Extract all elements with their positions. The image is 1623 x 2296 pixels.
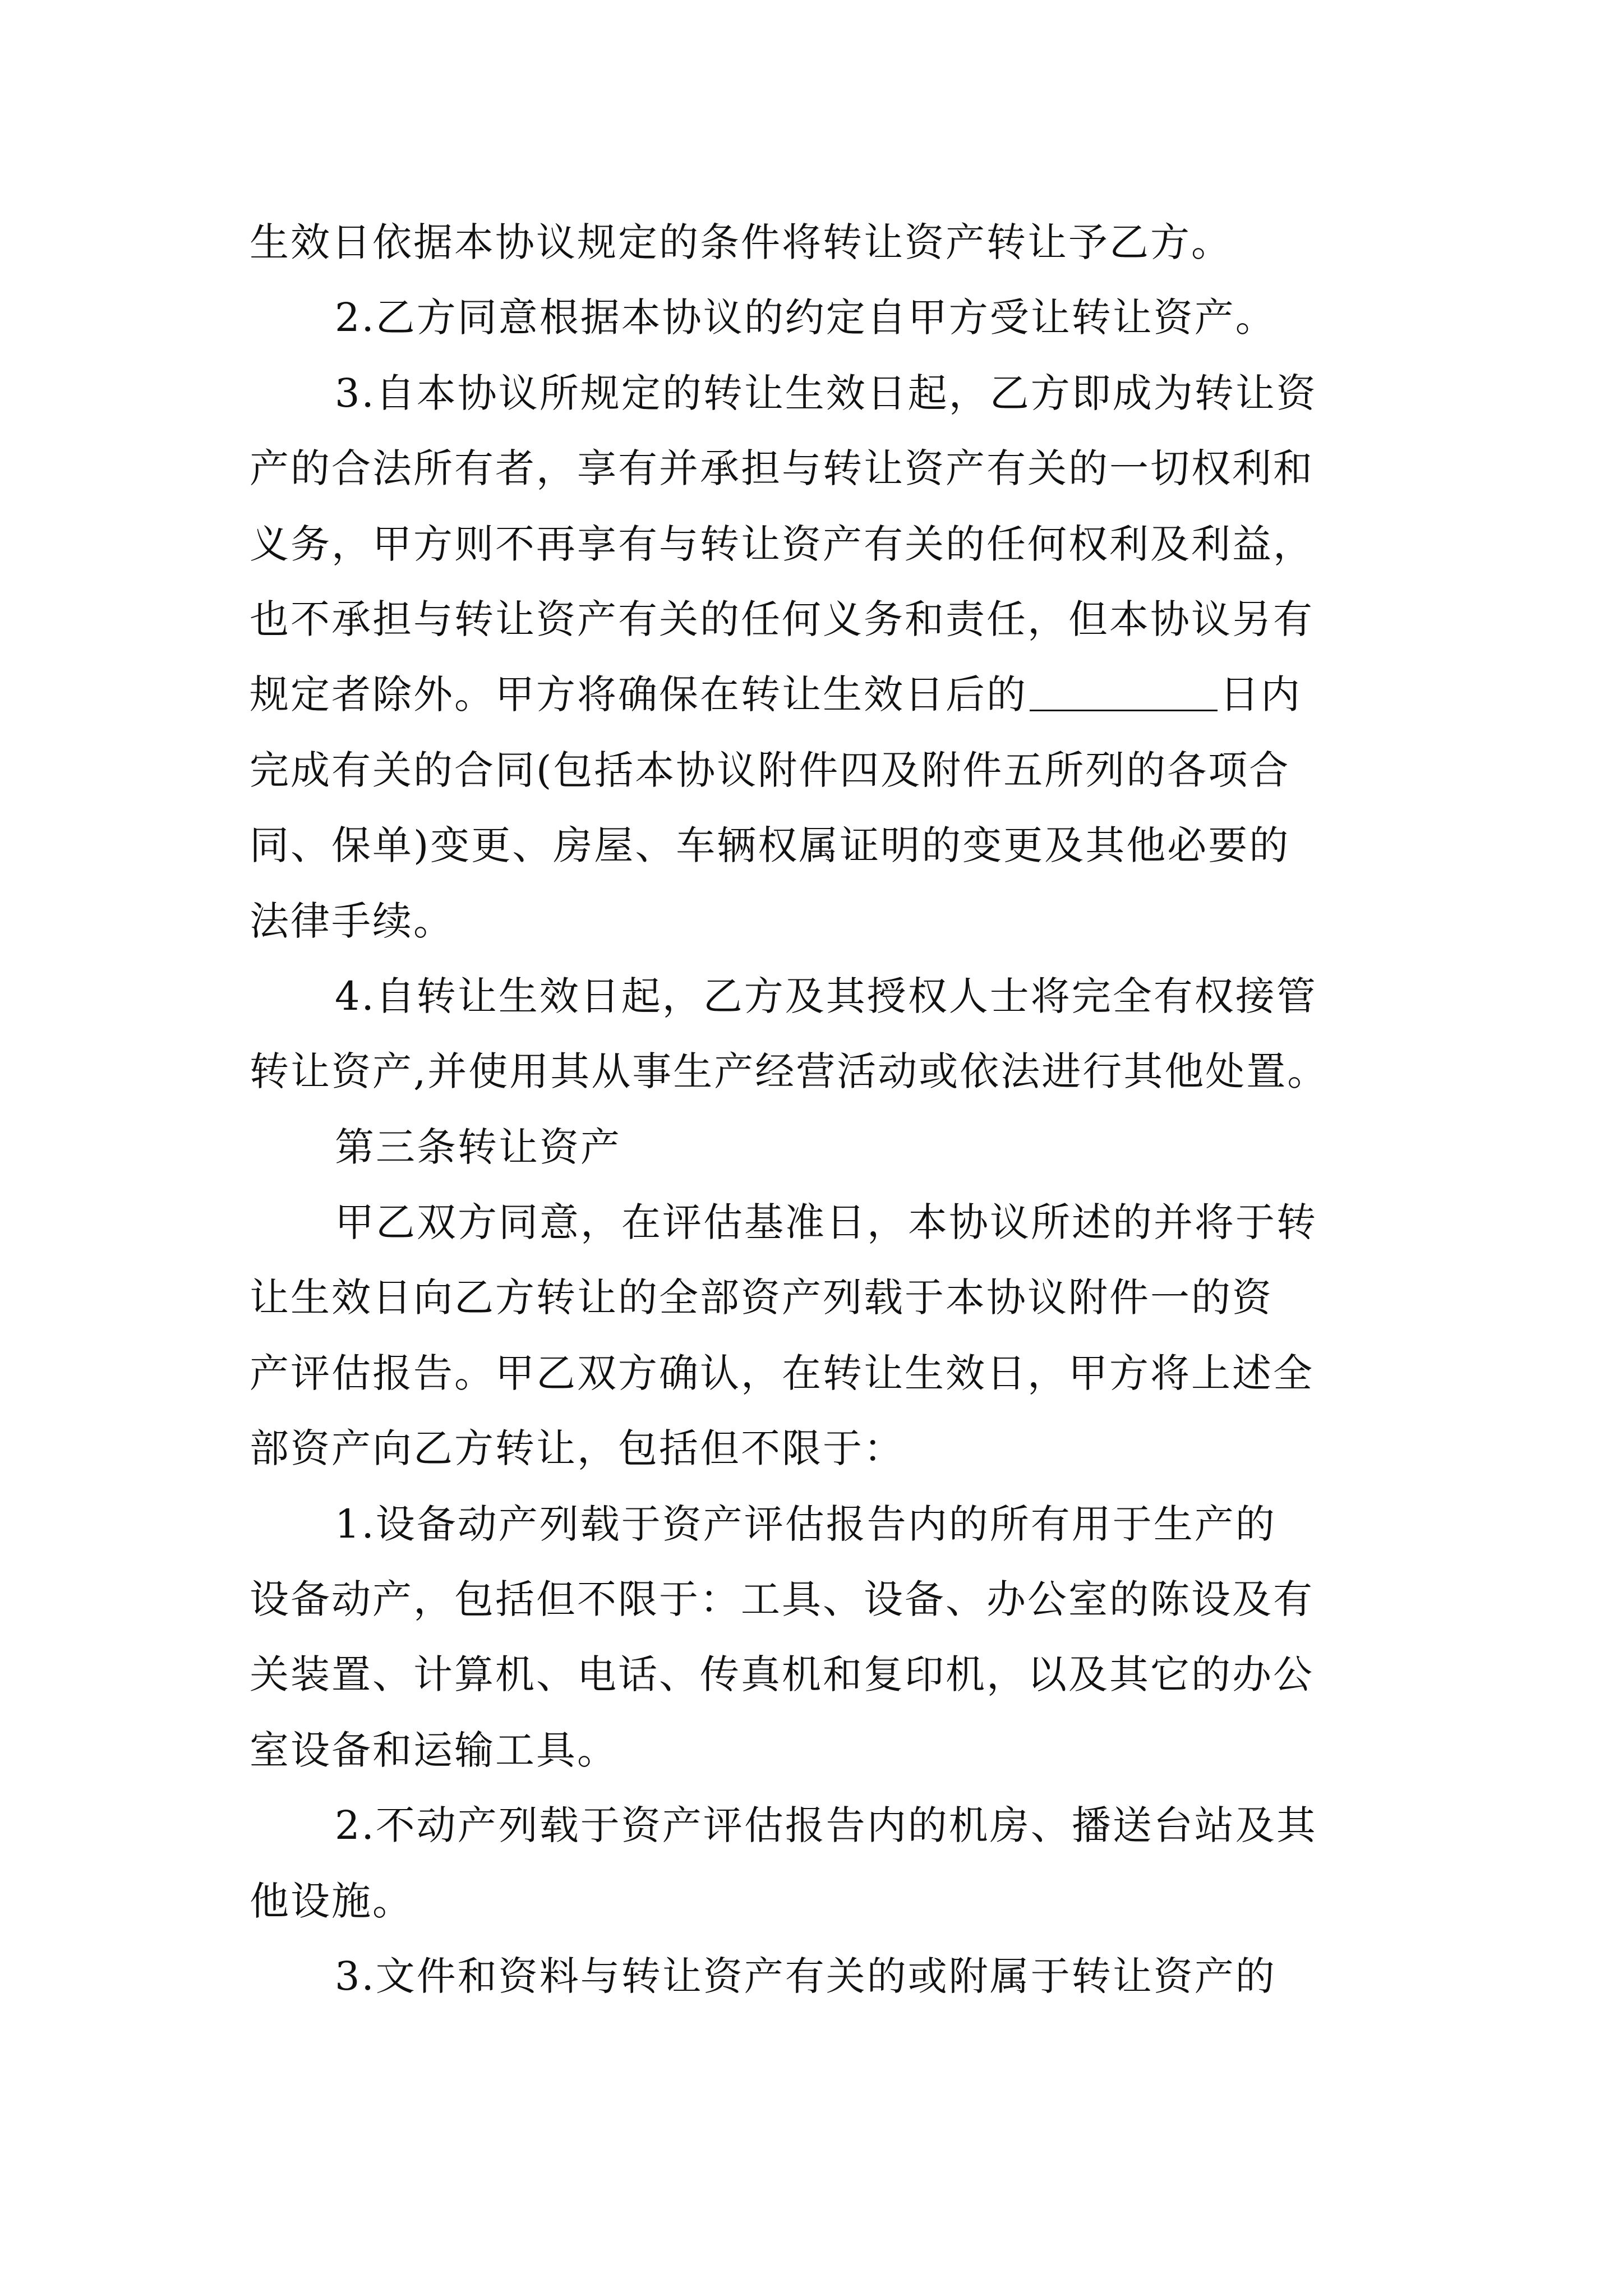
paragraph-line: 让生效日向乙方转让的全部资产列载于本协议附件一的资 (250, 1274, 1273, 1321)
paragraph-line: 法律手续。 (250, 898, 454, 944)
paragraph-line: 义务，甲方则不再享有与转让资产有关的任何权利及利益， (250, 521, 1314, 567)
paragraph-line: 甲乙双方同意，在评估基准日，本协议所述的并将于转 (335, 1199, 1317, 1246)
paragraph-line: 关装置、计算机、电话、传真机和复印机，以及其它的办公 (250, 1651, 1314, 1698)
paragraph-line: 同、保单)变更、房屋、车辆权属证明的变更及其他必要的 (250, 822, 1290, 869)
paragraph-line: 他设施。 (250, 1878, 413, 1924)
paragraph-line: 设备动产，包括但不限于：工具、设备、办公室的陈设及有 (250, 1576, 1314, 1623)
paragraph-line: 2.乙方同意根据本协议的约定自甲方受让转让资产。 (335, 295, 1276, 341)
paragraph-line: 3.自本协议所规定的转让生效日起，乙方即成为转让资 (335, 370, 1317, 416)
line-text-after-blank: 日内 (1220, 671, 1302, 718)
paragraph-line: 1.设备动产列载于资产评估报告内的所有用于生产的 (335, 1501, 1276, 1547)
paragraph-line: 也不承担与转让资产有关的任何义务和责任，但本协议另有 (250, 596, 1314, 642)
paragraph-line: 3.文件和资料与转让资产有关的或附属于转让资产的 (335, 1953, 1276, 1999)
paragraph-line: 生效日依据本协议规定的条件将转让资产转让予乙方。 (250, 219, 1232, 265)
paragraph-line: 转让资产,并使用其从事生产经营活动或依法进行其他处置。 (250, 1048, 1329, 1095)
document-body (250, 205, 1377, 2014)
fill-in-blank (1030, 670, 1218, 711)
paragraph-line: 完成有关的合同(包括本协议附件四及附件五所列的各项合 (250, 747, 1290, 793)
section-heading: 第三条转让资产 (335, 1124, 621, 1170)
line-text-before-blank: 规定者除外。甲方将确保在转让生效日后的 (250, 671, 1027, 718)
paragraph-line: 产的合法所有者，享有并承担与转让资产有关的一切权利和 (250, 445, 1314, 492)
paragraph-line: 4.自转让生效日起，乙方及其授权人士将完全有权接管 (335, 973, 1317, 1019)
paragraph-line: 部资产向乙方转让，包括但不限于： (250, 1425, 905, 1472)
paragraph-line: 产评估报告。甲乙双方确认，在转让生效日，甲方将上述全 (250, 1350, 1314, 1396)
paragraph-line: 室设备和运输工具。 (250, 1727, 618, 1773)
paragraph-line (250, 657, 1377, 732)
paragraph-line: 2.不动产列载于资产评估报告内的机房、播送台站及其 (335, 1802, 1317, 1849)
